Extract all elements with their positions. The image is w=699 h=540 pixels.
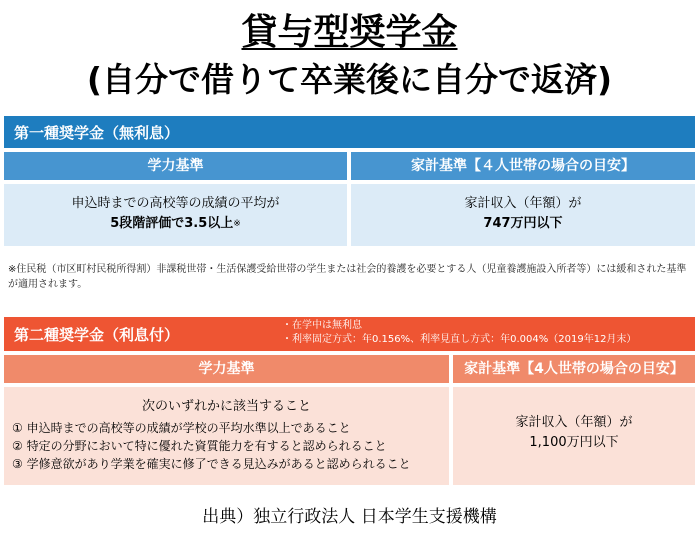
section1-academic-line2: 5段階評価で3.5以上 [110,216,234,231]
section1-header-band [4,116,695,148]
section2-header-band [4,317,695,351]
source-credit: 出典）独立行政法人 日本学生支援機構 [202,507,497,527]
section1-income-line1: 家計収入（年額）が [464,196,582,211]
section2-note2: ・利率固定方式：年0.156%、利率見直し方式：年0.004%（2019年12月末） [282,334,637,345]
section2-academic-item-2: ② 特定の分野において特に優れた資質能力を有すると認められること [12,439,387,453]
section1-income-cell [351,184,695,246]
section1-income-line2: 747万円以下 [483,216,563,231]
section1-income-header: 家計基準【４人世帯の場合の目安】 [351,152,695,180]
section2-academic-intro: 次のいずれかに該当すること [141,399,311,414]
section1-academic-mark: ※ [233,219,241,229]
page-title [0,4,699,55]
section2-note1: ・在学中は無利息 [282,320,362,331]
page-subtitle: (自分で借りて卒業後に自分で返済) [86,60,613,99]
section2-header: 第二種奨学金（利息付） [14,326,180,344]
section2-income-line2: 1,100万円以下 [529,435,619,450]
section2-academic-item-1: ① 申込時までの高校等の成績が学校の平均水準以上であること [12,421,351,435]
section2-academic-item-3: ③ 学修意欲があり学業を確実に修了できる見込みがあると認められること [12,457,411,471]
section2-income-line1: 家計収入（年額）が [515,415,633,430]
section1-academic-header: 学力基準 [4,152,347,180]
section1-footnote: ※住民税（市区町村民税所得割）非課税世帯・生活保護受給世帯の学生または社会的養護を必要とする人（児童養護施設入所者等）には緩和された基準が適用されます。 [8,264,687,290]
section2-income-header: 家計基準【4人世帯の場合の目安】 [453,355,695,383]
section1-academic-line2-row [4,214,347,234]
section1-academic-line1: 申込時までの高校等の成績の平均が [71,196,280,211]
section2-academic-header: 学力基準 [4,355,449,383]
section2-income-cell [453,387,695,485]
section1-header: 第一種奨学金（無利息） [14,124,180,142]
section2-academic-cell [4,387,449,485]
section1-academic-cell [4,184,347,246]
section2-notes [282,319,636,347]
page-title-text: 貸与型奨学金 [241,12,458,53]
